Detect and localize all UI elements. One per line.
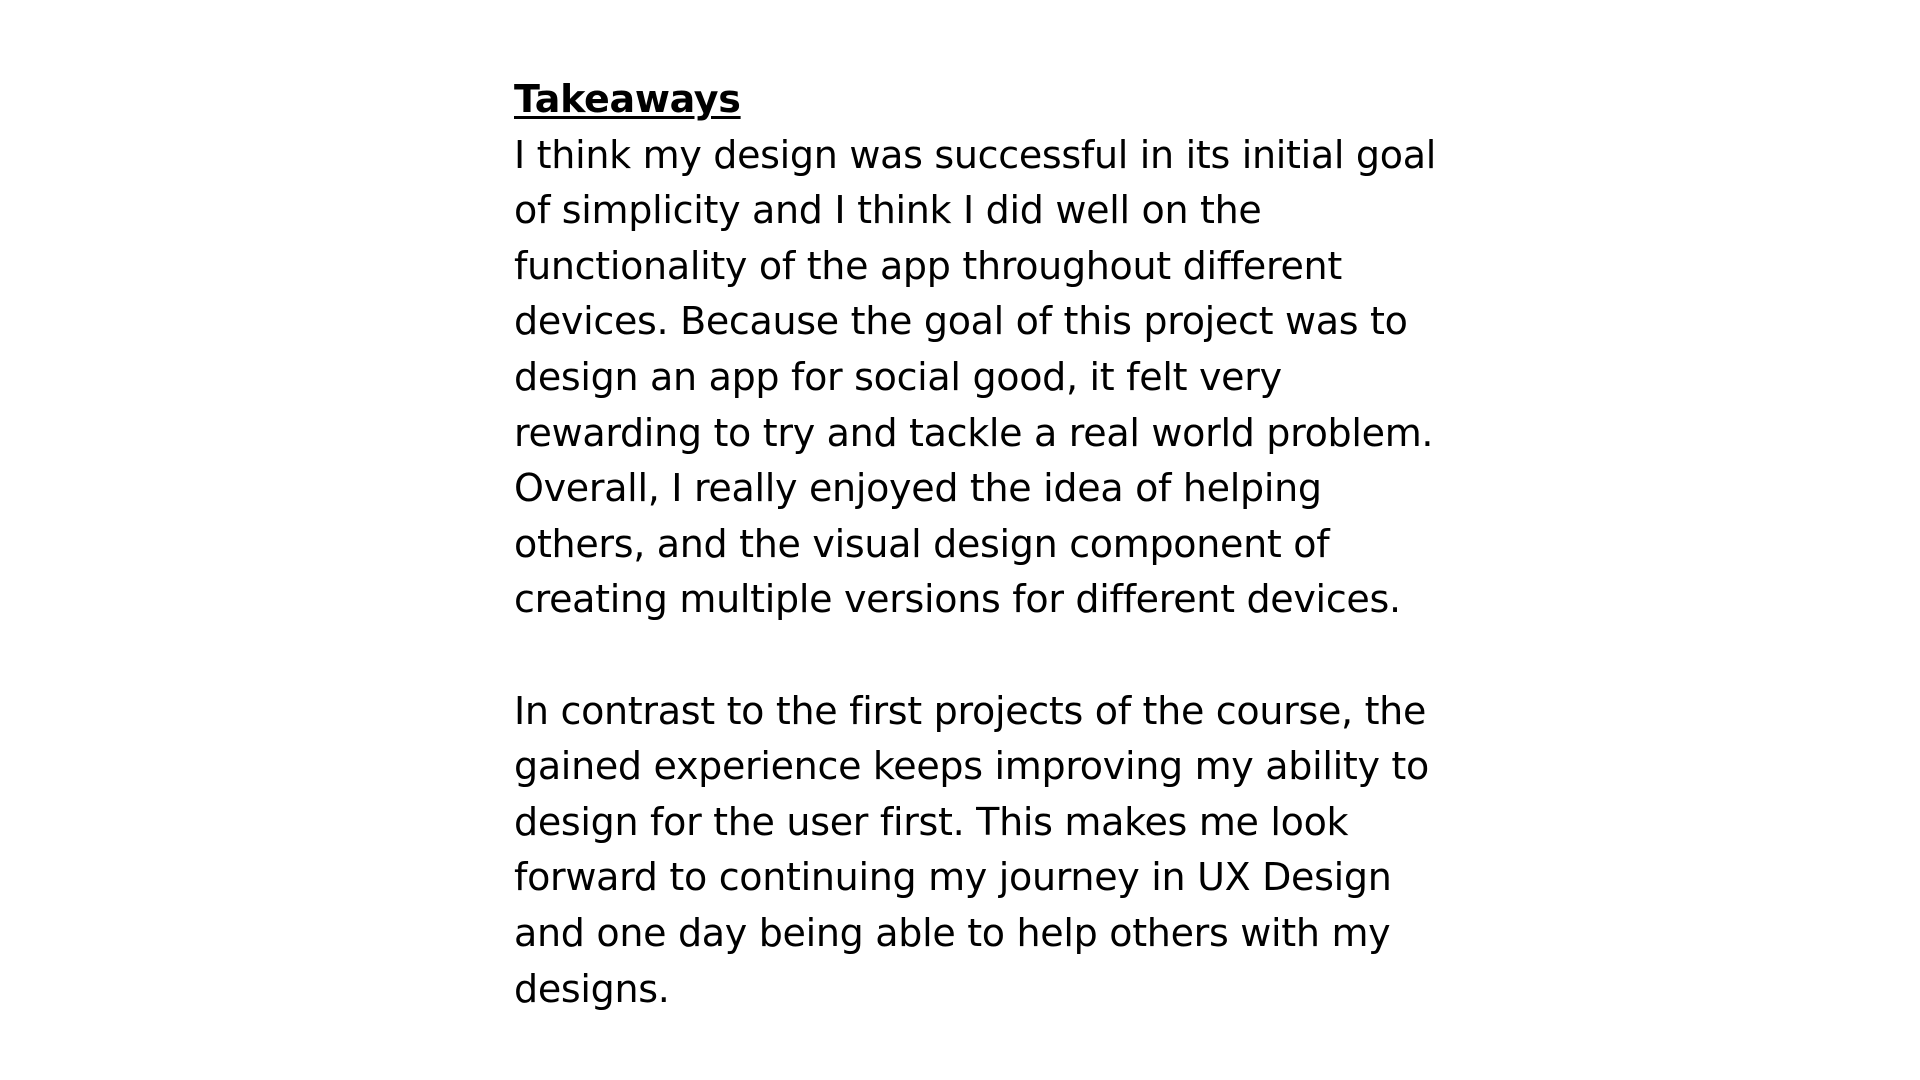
- paragraph-line: others, and the visual design component of: [514, 521, 1330, 566]
- paragraph-line: I think my design was successful in its initial goal: [514, 132, 1436, 177]
- paragraph-line: devices. Because the goal of this project was to: [514, 299, 1408, 344]
- paragraph-line: In contrast to the first projects of the course, the: [514, 688, 1427, 733]
- takeaways-paragraph-2: [514, 684, 1429, 1018]
- takeaways-section: [514, 72, 1436, 1017]
- paragraph-spacer: [514, 628, 1414, 684]
- paragraph-line: functionality of the app throughout different: [514, 243, 1342, 288]
- paragraph-line: and one day being able to help others with my: [514, 910, 1391, 955]
- paragraph-line: forward to continuing my journey in UX Design: [514, 855, 1392, 900]
- paragraph-line: creating multiple versions for different devices.: [514, 577, 1401, 622]
- paragraph-line: rewarding to try and tackle a real world problem.: [514, 410, 1434, 455]
- paragraph-line: of simplicity and I think I did well on the: [514, 188, 1262, 233]
- takeaways-paragraph-1: [514, 128, 1436, 628]
- takeaways-heading: Takeaways: [514, 77, 741, 121]
- paragraph-line: designs.: [514, 966, 670, 1011]
- paragraph-line: Overall, I really enjoyed the idea of helping: [514, 466, 1322, 511]
- paragraph-line: gained experience keeps improving my ability to: [514, 744, 1429, 789]
- paragraph-line: design an app for social good, it felt very: [514, 354, 1282, 399]
- paragraph-line: design for the user first. This makes me look: [514, 799, 1349, 844]
